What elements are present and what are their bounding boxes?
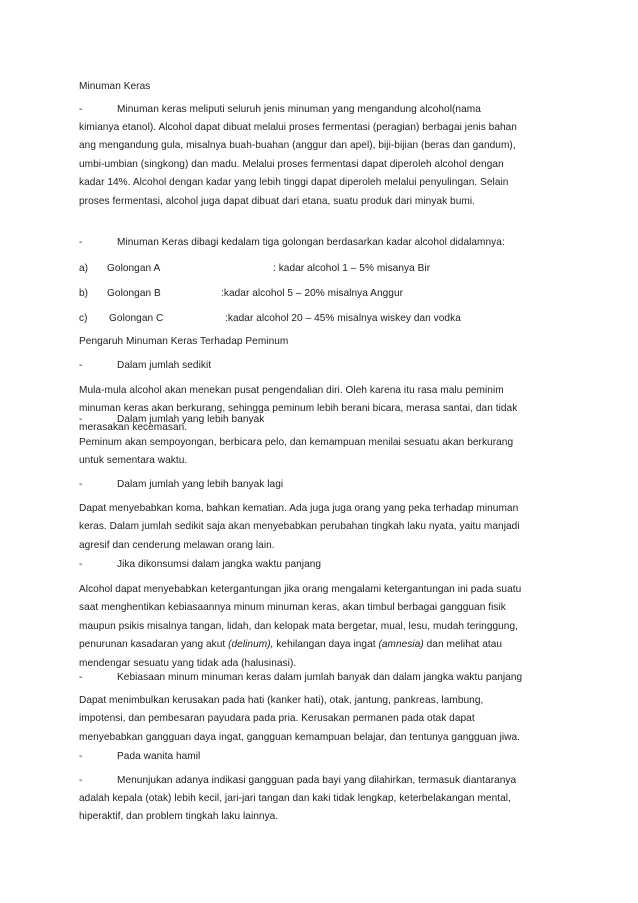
paragraph-line: mendengar sesuatu yang tidak ada (halusinasi). <box>79 657 297 669</box>
italic-term-amnesia: (amnesia) <box>378 639 424 651</box>
paragraph-line: keras. Dalam jumlah sedikit saja akan menyebabkan perubahan tingkah laku nyata, yaitu manjadi <box>79 521 520 533</box>
section-title-text: Pengaruh Minuman Keras Terhadap Peminum <box>79 336 289 347</box>
group-name: Golongan A <box>107 263 161 274</box>
group-name: Golongan B <box>107 288 161 299</box>
bullet-dash: - <box>79 104 83 115</box>
bullet-text: Menunjukan adanya indikasi gangguan pada bayi yang dilahirkan, termasuk diantaranya <box>117 775 517 786</box>
paragraph-line: untuk sementara waktu. <box>79 455 188 467</box>
bullet-dash: - <box>79 414 83 425</box>
paragraph-line: minuman keras akan berkurang, sehingga peminum lebih berani bicara, merasa santai, dan tidak <box>79 403 518 415</box>
paragraph-line <box>79 636 571 654</box>
text-run: kehilangan daya ingat <box>273 639 379 651</box>
paragraph-line: Peminum akan sempoyongan, berbicara pelo, dan kemampuan menilai sesuatu akan berkurang <box>79 437 514 448</box>
paragraph-minuman-keras <box>79 119 571 211</box>
bullet-text: Dalam jumlah sedikit <box>117 360 212 371</box>
paragraph-line: Alcohol dapat menyebabkan ketergantungan jika orang mengalami ketergantungan ini pada suatu <box>79 584 522 595</box>
group-letter: b) <box>79 288 89 299</box>
paragraph-s4 <box>79 581 571 673</box>
group-letter: c) <box>79 313 88 324</box>
bullet-text: Dalam jumlah yang lebih banyak <box>117 414 265 425</box>
group-desc: : kadar alcohol 1 – 5% misanya Bir <box>273 263 431 274</box>
text-run: dan melihat atau <box>423 639 503 651</box>
paragraph-line: Mula-mula alcohol akan menekan pusat pengendalian diri. Oleh karena itu rasa malu peminim <box>79 385 504 396</box>
group-desc: :kadar alcohol 20 – 45% misalnya wiskey dan vodka <box>225 313 461 324</box>
bullet-text: Dalam jumlah yang lebih banyak lagi <box>117 479 284 490</box>
paragraph-s3 <box>79 500 571 555</box>
paragraph-line: Dapat menimbulkan kerusakan pada hati (kanker hati), otak, jantung, pankreas, lambung, <box>79 695 484 706</box>
bullet-dash: - <box>79 672 83 683</box>
bullet-text: Jika dikonsumsi dalam jangka waktu panjang <box>117 559 322 570</box>
bullet-text: Minuman keras meliputi seluruh jenis minuman yang mengandung alcohol(nama <box>117 104 481 115</box>
paragraph-s2 <box>79 434 571 471</box>
text-run: penurunan kasadaran yang akut <box>79 639 229 651</box>
paragraph-line: adalah kepala (otak) lebih kecil, jari-jari tangan dan kaki tidak lengkap, keterbelakangan mental, <box>79 793 511 804</box>
italic-term-delinum: (delinum), <box>228 639 274 651</box>
bullet-dash: - <box>79 360 83 371</box>
bullet-dash: - <box>79 237 83 248</box>
bullet-text: Kebiasaan minum minuman keras dalam jumlah banyak dan dalam jangka waktu panjang <box>117 672 523 683</box>
paragraph-line: agresif dan cenderung melawan orang lain. <box>79 539 275 551</box>
group-name: Golongan C <box>109 313 164 324</box>
bullet-dash: - <box>79 775 83 786</box>
bullet-text: Minuman Keras dibagi kedalam tiga golongan berdasarkan kadar alcohol didalamnya: <box>117 237 505 248</box>
bullet-text: Pada wanita hamil <box>117 751 201 762</box>
bullet-dash: - <box>79 751 83 762</box>
paragraph-line: kimianya etanol). Alcohol dapat dibuat melalui proses fermentasi (peragian) berbagai jenis bahan <box>79 122 517 133</box>
bullet-dash: - <box>79 559 83 570</box>
paragraph-line: saat menghentikan kebiasaannya minum minuman keras, akan timbul berbagai gangguan fisik <box>79 602 506 614</box>
paragraph-line: impotensi, dan pembesaran payudara pada pria. Kerusakan permanen pada otak dapat <box>79 713 475 725</box>
paragraph-line: umbi-umbian (singkong) dan madu. Melalui proses fermentasi dapat diperoleh alcohol dengan <box>79 158 504 170</box>
paragraph-line: ang mengandung gula, misalnya buah-buahan (anggur dan apel), biji-bijian (beras dan gandum), <box>79 140 516 152</box>
paragraph-s5 <box>79 692 571 747</box>
paragraph-line: menyebabkan gangguan daya ingat, gangguan kemampuan belajar, dan tentunya gangguan jiwa. <box>79 731 521 743</box>
paragraph-line: merasakan kecemasan. <box>79 421 188 433</box>
paragraph-line: kadar 14%. Alcohol dengan kadar yang lebih tinggi dapat diperoleh melalui penyulingan. Selain <box>79 177 509 189</box>
paragraph-s7 <box>79 790 571 827</box>
group-letter: a) <box>79 263 89 274</box>
bullet-dash: - <box>79 479 83 490</box>
paragraph-line: hiperaktif, dan problem tingkah laku lainnya. <box>79 811 279 823</box>
paragraph-line: proses fermentasi, alcohol juga dapat dibuat dari etana, suatu produk dari minyak bumi. <box>79 195 475 207</box>
paragraph-line: maupun psikis misalnya tangan, lidah, dan kelopak mata bergetar, mual, lesu, mudah teringgung, <box>79 620 518 632</box>
group-desc: :kadar alcohol 5 – 20% misalnya Anggur <box>221 288 404 299</box>
title-text: Minuman Keras <box>79 81 151 92</box>
paragraph-line: Dapat menyebabkan koma, bahkan kematian. Ada juga juga orang yang peka terhadap minuman <box>79 503 519 514</box>
